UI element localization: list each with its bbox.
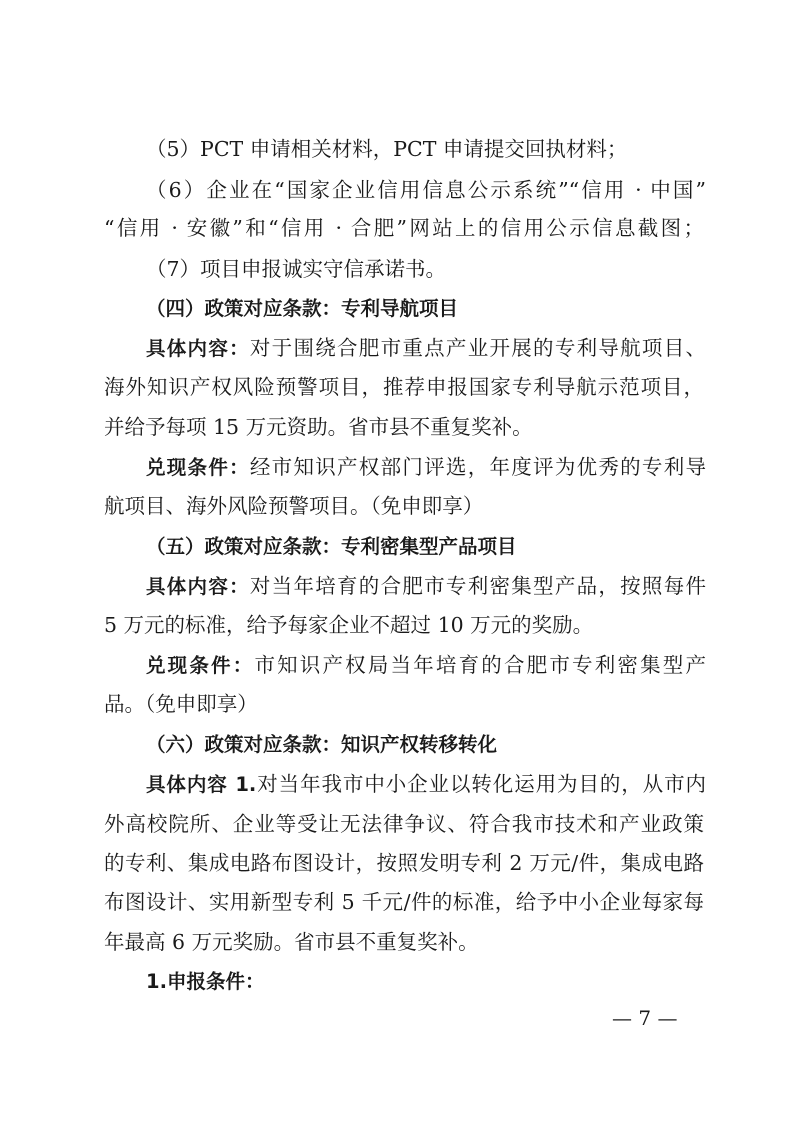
paragraph-condition-5 [146, 651, 706, 680]
paragraph-line: 并给予每项 15 万元资助。省市县不重复奖补。 [104, 415, 533, 439]
paragraph-content-6 [146, 770, 706, 799]
paragraph-text: 经市知识产权部门评选，年度评为优秀的专利导 [249, 455, 706, 479]
label-content: 具体内容 1. [146, 773, 257, 796]
paragraph-content-4 [146, 334, 706, 363]
paragraph-text: 市知识产权局当年培育的合肥市专利密集型产 [254, 653, 706, 677]
paragraph-text: 对当年我市中小企业以转化运用为目的，从市内 [256, 772, 706, 796]
paragraph-line: 外高校院所、企业等受让无法律争议、符合我市技术和产业政策 [104, 812, 704, 836]
section-heading-4: （四）政策对应条款：专利导航项目 [146, 297, 459, 320]
paragraph-line: 品。（免申即享） [104, 692, 258, 716]
paragraph-line: 布图设计、实用新型专利 5 千元/件的标准，给予中小企业每家每 [104, 890, 704, 914]
page-number: — 7 — [612, 1006, 678, 1030]
material-item-5: （5）PCT 申请相关材料，PCT 申请提交回执材料； [146, 137, 628, 161]
section-heading-5: （五）政策对应条款：专利密集型产品项目 [146, 535, 517, 558]
material-item-6-cont: “信用 · 安徽”和“信用 · 合肥”网站上的信用公示信息截图； [104, 216, 704, 240]
paragraph-line: 的专利、集成电路布图设计，按照发明专利 2 万元/件，集成电路 [104, 851, 704, 875]
material-item-6: （6）企业在“国家企业信用信息公示系统”“信用 · 中国” [146, 178, 706, 202]
label-content: 具体内容： [146, 337, 250, 360]
paragraph-content-5 [146, 572, 706, 601]
paragraph-text: 对当年培育的合肥市专利密集型产品，按照每件 [249, 574, 706, 598]
paragraph-text: 对于围绕合肥市重点产业开展的专利导航项目、 [249, 336, 706, 360]
paragraph-line: 5 万元的标准，给予每家企业不超过 10 万元的奖励。 [104, 613, 594, 637]
label-content: 具体内容： [146, 575, 250, 598]
paragraph-line: 年最高 6 万元奖励。省市县不重复奖补。 [104, 930, 479, 954]
paragraph-condition-4 [146, 453, 706, 482]
section-heading-6: （六）政策对应条款：知识产权转移转化 [146, 733, 498, 756]
paragraph-line: 海外知识产权风险预警项目，推荐申报国家专利导航示范项目， [104, 375, 704, 399]
material-item-7: （7）项目申报诚实守信承诺书。 [146, 257, 447, 281]
label-condition: 兑现条件： [146, 654, 255, 677]
label-condition: 兑现条件： [146, 456, 250, 479]
paragraph-line: 航项目、海外风险预警项目。（免申即享） [104, 494, 484, 518]
subheading-apply-conditions: 1.申报条件： [146, 970, 265, 993]
